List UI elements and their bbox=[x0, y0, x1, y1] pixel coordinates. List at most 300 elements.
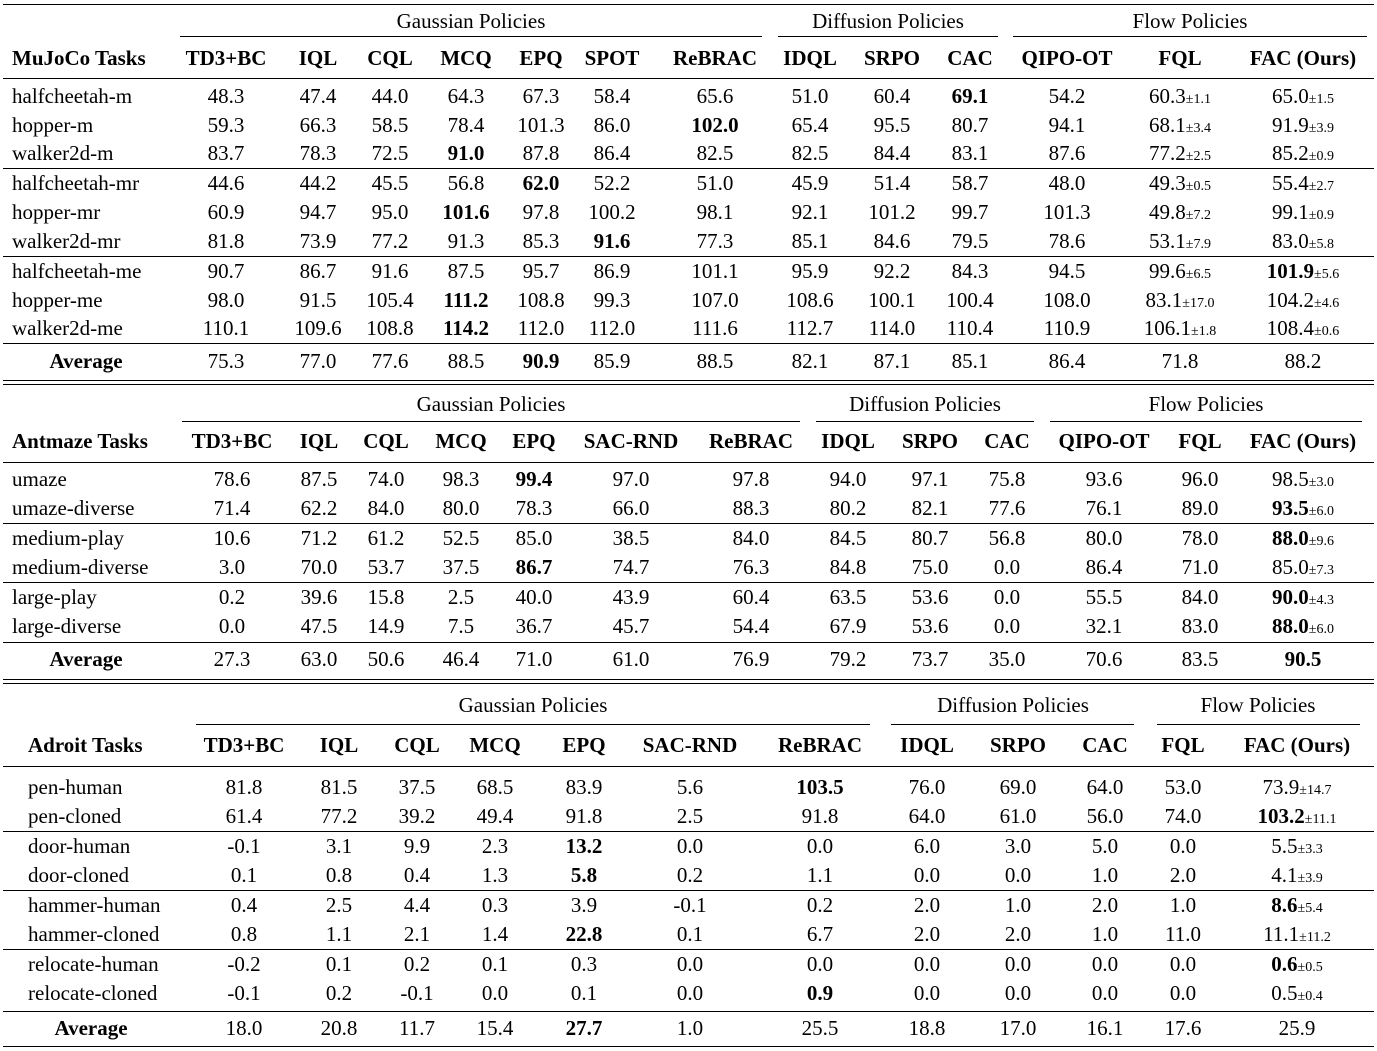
cell-value: -0.1 bbox=[227, 834, 261, 858]
cell-value: 40.0 bbox=[515, 585, 553, 609]
table-cell bbox=[516, 585, 553, 609]
cell-value: 98.0 bbox=[207, 288, 245, 312]
cell-value: 82.5 bbox=[791, 141, 829, 165]
table-cell bbox=[1149, 113, 1211, 141]
cell-std: ±5.4 bbox=[1297, 901, 1323, 916]
table-cell bbox=[1263, 775, 1332, 803]
cell-value: 2.0 bbox=[1004, 922, 1032, 946]
header-rule bbox=[3, 462, 1374, 463]
table-cell bbox=[368, 526, 405, 550]
cell-value: 0.5 bbox=[1271, 981, 1298, 1005]
cell-value: 68.1 bbox=[1149, 113, 1186, 137]
table-cell bbox=[588, 200, 635, 224]
group-header: Flow Policies bbox=[1200, 693, 1316, 717]
average-cell bbox=[952, 349, 989, 373]
cell-value: 5.8 bbox=[570, 863, 598, 887]
cell-value: 0.0 bbox=[1169, 952, 1197, 976]
table-cell bbox=[366, 288, 413, 312]
cell-value: 77.2 bbox=[371, 229, 409, 253]
cell-value: 110.9 bbox=[1043, 316, 1091, 340]
table-cell bbox=[1272, 141, 1334, 169]
cell-value: 16.1 bbox=[1086, 1016, 1124, 1040]
table-cell bbox=[1267, 316, 1339, 344]
table-cell bbox=[952, 200, 989, 224]
cell-value: 0.0 bbox=[993, 555, 1021, 579]
table-cell bbox=[1182, 555, 1219, 579]
cell-value: 64.0 bbox=[1086, 775, 1124, 799]
table-cell bbox=[1182, 526, 1219, 550]
table-cell bbox=[1086, 555, 1123, 579]
cell-value: 3.1 bbox=[325, 834, 353, 858]
table-cell bbox=[874, 229, 911, 253]
cell-value: 112.0 bbox=[517, 316, 565, 340]
cell-value: 2.5 bbox=[447, 585, 475, 609]
table-cell bbox=[1086, 614, 1123, 638]
cell-std: ±0.4 bbox=[1297, 989, 1323, 1004]
table-cell bbox=[523, 171, 560, 195]
table-cell bbox=[914, 952, 940, 976]
cell-value: 70.6 bbox=[1085, 647, 1123, 671]
table-cell bbox=[448, 141, 485, 165]
cell-value: 90.5 bbox=[1284, 647, 1322, 671]
cell-value: 86.0 bbox=[593, 113, 631, 137]
table-cell bbox=[613, 614, 650, 638]
cell-value: 63.5 bbox=[829, 585, 867, 609]
table-cell bbox=[830, 585, 867, 609]
table-cell bbox=[372, 171, 409, 195]
cell-value: 0.0 bbox=[1004, 952, 1032, 976]
cell-value: 91.6 bbox=[371, 259, 409, 283]
cell-value: 86.7 bbox=[299, 259, 337, 283]
table-cell bbox=[326, 893, 352, 917]
table-cell bbox=[677, 922, 703, 946]
cell-value: 44.0 bbox=[371, 84, 409, 108]
table-cell bbox=[372, 200, 409, 224]
average-cell bbox=[443, 647, 480, 671]
cell-std: ±3.9 bbox=[1297, 871, 1323, 886]
table-cell bbox=[994, 585, 1020, 609]
cell-value: 73.9 bbox=[1262, 775, 1300, 799]
table-cell bbox=[1272, 467, 1334, 495]
table-cell bbox=[874, 171, 911, 195]
table-cell bbox=[1267, 259, 1339, 287]
cell-value: 90.0 bbox=[1272, 585, 1309, 609]
column-header: FAC (Ours) bbox=[1249, 46, 1357, 70]
average-label: Average bbox=[49, 349, 123, 373]
cell-value: 91.6 bbox=[593, 229, 631, 253]
table-cell bbox=[517, 288, 564, 312]
cell-value: 88.0 bbox=[1272, 614, 1309, 638]
cell-value: 53.6 bbox=[911, 614, 949, 638]
table-cell bbox=[802, 804, 839, 828]
table-cell bbox=[946, 288, 993, 312]
cell-std: ±4.3 bbox=[1308, 593, 1334, 608]
table-cell bbox=[326, 834, 352, 858]
average-cell bbox=[300, 349, 337, 373]
cell-value: 85.0 bbox=[515, 526, 553, 550]
table-cell bbox=[594, 113, 631, 137]
cell-value: 91.8 bbox=[565, 804, 603, 828]
cell-value: 73.7 bbox=[911, 647, 949, 671]
cell-value: 65.4 bbox=[791, 113, 829, 137]
table-cell bbox=[952, 229, 989, 253]
table-cell bbox=[300, 229, 337, 253]
cell-value: 0.9 bbox=[806, 981, 834, 1005]
table-cell bbox=[523, 200, 560, 224]
cell-value: 104.2 bbox=[1266, 288, 1315, 312]
cell-value: 76.0 bbox=[908, 775, 946, 799]
table-cell bbox=[214, 467, 251, 491]
table-cell bbox=[733, 467, 770, 491]
cell-value: 86.9 bbox=[593, 259, 631, 283]
cell-value: 27.7 bbox=[565, 1016, 603, 1040]
table-cell bbox=[516, 526, 553, 550]
table-cell bbox=[516, 467, 553, 491]
cell-value: 91.3 bbox=[447, 229, 485, 253]
table-cell bbox=[443, 555, 480, 579]
cell-value: 53.0 bbox=[1164, 775, 1202, 799]
table-cell bbox=[677, 952, 703, 976]
cell-value: 101.9 bbox=[1266, 259, 1315, 283]
cell-std: ±5.6 bbox=[1314, 267, 1340, 282]
cell-value: 108.8 bbox=[366, 316, 414, 340]
cell-value: 89.0 bbox=[1181, 496, 1219, 520]
table-title: Antmaze Tasks bbox=[12, 429, 148, 453]
cell-std: ±6.0 bbox=[1308, 504, 1334, 519]
cell-value: 81.8 bbox=[207, 229, 245, 253]
cell-value: 47.5 bbox=[300, 614, 338, 638]
cell-std: ±1.8 bbox=[1191, 324, 1217, 339]
table-cell bbox=[326, 981, 352, 1005]
table-top-rule bbox=[3, 679, 1374, 680]
column-header: SRPO bbox=[863, 46, 921, 70]
table-cell bbox=[792, 113, 829, 137]
cell-value: 103.2 bbox=[1257, 804, 1305, 828]
cell-value: 87.8 bbox=[522, 141, 560, 165]
average-cell bbox=[523, 349, 560, 373]
table-cell bbox=[1005, 922, 1031, 946]
table-top-rule-double bbox=[3, 683, 1374, 684]
cell-value: 0.0 bbox=[676, 952, 704, 976]
table-cell bbox=[1092, 981, 1118, 1005]
table-cell bbox=[1272, 229, 1334, 257]
table-cell bbox=[227, 952, 260, 976]
table-cell bbox=[301, 496, 338, 520]
cell-value: 81.5 bbox=[320, 775, 358, 799]
average-cell bbox=[566, 1016, 603, 1040]
cell-value: 80.7 bbox=[911, 526, 949, 550]
table-cell bbox=[300, 288, 337, 312]
average-cell bbox=[1049, 349, 1086, 373]
table-cell bbox=[912, 526, 949, 550]
cell-value: 95.7 bbox=[522, 259, 560, 283]
table-cell bbox=[1272, 555, 1334, 583]
table-cell bbox=[219, 555, 245, 579]
cell-value: 0.0 bbox=[1169, 981, 1197, 1005]
table-cell bbox=[807, 952, 833, 976]
cell-value: 0.0 bbox=[481, 981, 509, 1005]
average-cell bbox=[1285, 349, 1322, 373]
cell-value: 27.3 bbox=[213, 647, 251, 671]
cell-value: 86.7 bbox=[515, 555, 553, 579]
cell-value: 84.6 bbox=[873, 229, 911, 253]
average-cell bbox=[613, 647, 650, 671]
table-cell bbox=[372, 113, 409, 137]
cell-std: ±3.0 bbox=[1308, 475, 1334, 490]
cell-value: 101.2 bbox=[868, 200, 916, 224]
table-cell bbox=[214, 526, 251, 550]
average-cell bbox=[1165, 1016, 1202, 1040]
table-cell bbox=[807, 863, 833, 887]
column-header: FQL bbox=[1178, 429, 1222, 453]
table-cell bbox=[321, 804, 358, 828]
table-cell bbox=[404, 922, 430, 946]
cell-value: 1.3 bbox=[481, 863, 509, 887]
cell-value: 1.0 bbox=[676, 1016, 704, 1040]
cell-value: 77.6 bbox=[371, 349, 409, 373]
cell-value: 36.7 bbox=[515, 614, 553, 638]
table-cell bbox=[594, 259, 631, 283]
cell-value: 15.4 bbox=[476, 1016, 514, 1040]
cell-value: 7.5 bbox=[447, 614, 475, 638]
cell-value: 5.5 bbox=[1271, 834, 1298, 858]
cell-value: 2.5 bbox=[325, 893, 353, 917]
task-name: medium-diverse bbox=[12, 555, 149, 579]
average-cell bbox=[1000, 1016, 1037, 1040]
table-cell bbox=[697, 84, 734, 108]
table-cell bbox=[368, 614, 405, 638]
cell-value: 105.4 bbox=[366, 288, 414, 312]
table-cell bbox=[692, 316, 738, 340]
cell-value: 86.4 bbox=[593, 141, 631, 165]
table-cell bbox=[830, 614, 867, 638]
table-cell bbox=[697, 200, 734, 224]
cell-value: 87.1 bbox=[873, 349, 911, 373]
cell-value: 78.4 bbox=[447, 113, 485, 137]
cell-value: 56.8 bbox=[447, 171, 485, 195]
cell-std: ±17.0 bbox=[1182, 296, 1215, 311]
table-cell bbox=[1092, 863, 1118, 887]
cell-value: 74.0 bbox=[1164, 804, 1202, 828]
cell-value: 80.0 bbox=[442, 496, 480, 520]
average-cell bbox=[989, 647, 1026, 671]
table-cell bbox=[523, 259, 560, 283]
cell-value: 77.2 bbox=[320, 804, 358, 828]
cell-value: 0.2 bbox=[403, 952, 431, 976]
header-rule bbox=[3, 78, 1374, 79]
cell-std: ±0.6 bbox=[1314, 324, 1340, 339]
table-cell bbox=[477, 804, 514, 828]
cell-value: 84.0 bbox=[732, 526, 770, 550]
table-cell bbox=[301, 526, 338, 550]
table-cell bbox=[368, 585, 405, 609]
cell-value: 84.3 bbox=[951, 259, 989, 283]
table-cell bbox=[912, 585, 949, 609]
table-cell bbox=[326, 922, 352, 946]
table-cell bbox=[1092, 922, 1118, 946]
cell-value: 111.6 bbox=[692, 316, 738, 340]
cell-value: 114.0 bbox=[868, 316, 916, 340]
table-cell bbox=[448, 614, 474, 638]
cell-value: 1.0 bbox=[1169, 893, 1197, 917]
table-cell bbox=[952, 141, 989, 165]
table-cell bbox=[208, 113, 245, 137]
table-cell bbox=[1170, 863, 1196, 887]
cell-value: 62.2 bbox=[300, 496, 338, 520]
cell-value: 74.0 bbox=[367, 467, 405, 491]
cell-value: 2.5 bbox=[676, 804, 704, 828]
table-cell bbox=[613, 585, 650, 609]
cell-value: 91.5 bbox=[299, 288, 337, 312]
cell-value: 4.1 bbox=[1271, 863, 1298, 887]
cell-value: 58.4 bbox=[593, 84, 631, 108]
column-header: IDQL bbox=[900, 733, 954, 757]
cell-value: 18.0 bbox=[225, 1016, 263, 1040]
cell-value: 97.0 bbox=[612, 467, 650, 491]
average-cell bbox=[1182, 647, 1219, 671]
cell-value: 87.5 bbox=[447, 259, 485, 283]
table-cell bbox=[1049, 171, 1086, 195]
cell-value: 39.2 bbox=[398, 804, 436, 828]
table-cell bbox=[1258, 804, 1337, 832]
cell-value: 18.8 bbox=[908, 1016, 946, 1040]
cell-value: 95.0 bbox=[371, 200, 409, 224]
table-cell bbox=[1165, 775, 1202, 799]
cell-value: 87.5 bbox=[300, 467, 338, 491]
cell-value: 99.3 bbox=[593, 288, 631, 312]
table-cell bbox=[214, 496, 251, 520]
cell-value: 101.3 bbox=[1043, 200, 1091, 224]
average-cell bbox=[321, 1016, 358, 1040]
table-cell bbox=[399, 775, 436, 799]
table-cell bbox=[594, 171, 631, 195]
average-cell bbox=[214, 647, 251, 671]
column-header: SAC-RND bbox=[642, 733, 738, 757]
cell-value: 1.0 bbox=[1091, 922, 1119, 946]
column-header: EPQ bbox=[519, 46, 563, 70]
table-cell bbox=[792, 200, 829, 224]
table-cell bbox=[697, 229, 734, 253]
task-name: large-play bbox=[12, 585, 97, 609]
cell-value: 64.3 bbox=[447, 84, 485, 108]
table-cell bbox=[909, 804, 946, 828]
table-cell bbox=[874, 84, 911, 108]
table-cell bbox=[594, 288, 631, 312]
table-cell bbox=[912, 496, 949, 520]
table-cell bbox=[208, 259, 245, 283]
table-cell bbox=[613, 555, 650, 579]
table-cell bbox=[1146, 288, 1215, 316]
column-header: IDQL bbox=[783, 46, 837, 70]
column-header: MCQ bbox=[440, 46, 492, 70]
table-cell bbox=[1170, 952, 1196, 976]
table-cell bbox=[1182, 467, 1219, 491]
task-name: door-cloned bbox=[28, 863, 130, 887]
table-cell bbox=[874, 259, 911, 283]
cell-value: 15.8 bbox=[367, 585, 405, 609]
cell-value: 84.8 bbox=[829, 555, 867, 579]
group-header: Gaussian Policies bbox=[458, 693, 608, 717]
cell-value: 0.0 bbox=[676, 981, 704, 1005]
task-name: umaze bbox=[12, 467, 67, 491]
cell-value: 85.0 bbox=[1272, 555, 1309, 579]
table-cell bbox=[874, 141, 911, 165]
group-header: Diffusion Policies bbox=[849, 392, 1001, 416]
table-cell bbox=[830, 526, 867, 550]
cell-value: 108.4 bbox=[1266, 316, 1315, 340]
column-header: MCQ bbox=[469, 733, 521, 757]
cell-value: 110.4 bbox=[946, 316, 994, 340]
cell-value: 72.5 bbox=[371, 141, 409, 165]
cell-std: ±0.5 bbox=[1185, 179, 1211, 194]
task-name: hammer-cloned bbox=[28, 922, 160, 946]
table-cell bbox=[571, 863, 597, 887]
table-cell bbox=[448, 229, 485, 253]
cell-value: 0.0 bbox=[913, 981, 941, 1005]
table-cell bbox=[914, 893, 940, 917]
table-cell bbox=[400, 981, 433, 1005]
table-top-rule-double bbox=[3, 384, 1374, 385]
cell-value: 56.8 bbox=[988, 526, 1026, 550]
table-cell bbox=[1005, 893, 1031, 917]
table-cell bbox=[1149, 259, 1211, 287]
table-cell bbox=[994, 614, 1020, 638]
table-cell bbox=[227, 834, 260, 858]
cell-value: -0.2 bbox=[227, 952, 261, 976]
table-cell bbox=[1272, 171, 1334, 199]
table-cell bbox=[219, 614, 245, 638]
cell-value: 0.0 bbox=[806, 952, 834, 976]
table-cell bbox=[792, 171, 829, 195]
cell-value: 1.4 bbox=[481, 922, 509, 946]
column-header: ReBRAC bbox=[709, 429, 793, 453]
table-cell bbox=[697, 171, 734, 195]
table-title: Adroit Tasks bbox=[28, 733, 143, 757]
group-underline bbox=[1013, 36, 1367, 37]
column-header: IQL bbox=[299, 429, 339, 453]
average-rule bbox=[3, 1011, 1374, 1012]
table-cell bbox=[368, 496, 405, 520]
table-cell bbox=[787, 316, 833, 340]
cell-value: 3.9 bbox=[570, 893, 598, 917]
table-cell bbox=[404, 863, 430, 887]
table-cell bbox=[1170, 893, 1196, 917]
column-header: SRPO bbox=[989, 733, 1047, 757]
table-cell bbox=[697, 141, 734, 165]
cell-value: 39.6 bbox=[300, 585, 338, 609]
column-header: EPQ bbox=[562, 733, 606, 757]
cell-value: 109.6 bbox=[294, 316, 342, 340]
cell-value: 63.0 bbox=[300, 647, 338, 671]
average-cell bbox=[874, 349, 911, 373]
table-cell bbox=[566, 804, 603, 828]
cell-value: 99.7 bbox=[951, 200, 989, 224]
table-cell bbox=[733, 585, 770, 609]
cell-value: 58.7 bbox=[951, 171, 989, 195]
cell-value: 91.8 bbox=[801, 804, 839, 828]
cell-value: 71.2 bbox=[300, 526, 338, 550]
table-cell bbox=[448, 84, 485, 108]
column-header: TD3+BC bbox=[191, 429, 273, 453]
table-cell bbox=[477, 775, 514, 799]
average-cell bbox=[1086, 647, 1123, 671]
column-header: CQL bbox=[367, 46, 413, 70]
cell-value: 79.2 bbox=[829, 647, 867, 671]
table-cell bbox=[368, 555, 405, 579]
cell-std: ±4.6 bbox=[1314, 296, 1340, 311]
table-cell bbox=[482, 863, 508, 887]
table-cell bbox=[1272, 585, 1334, 613]
